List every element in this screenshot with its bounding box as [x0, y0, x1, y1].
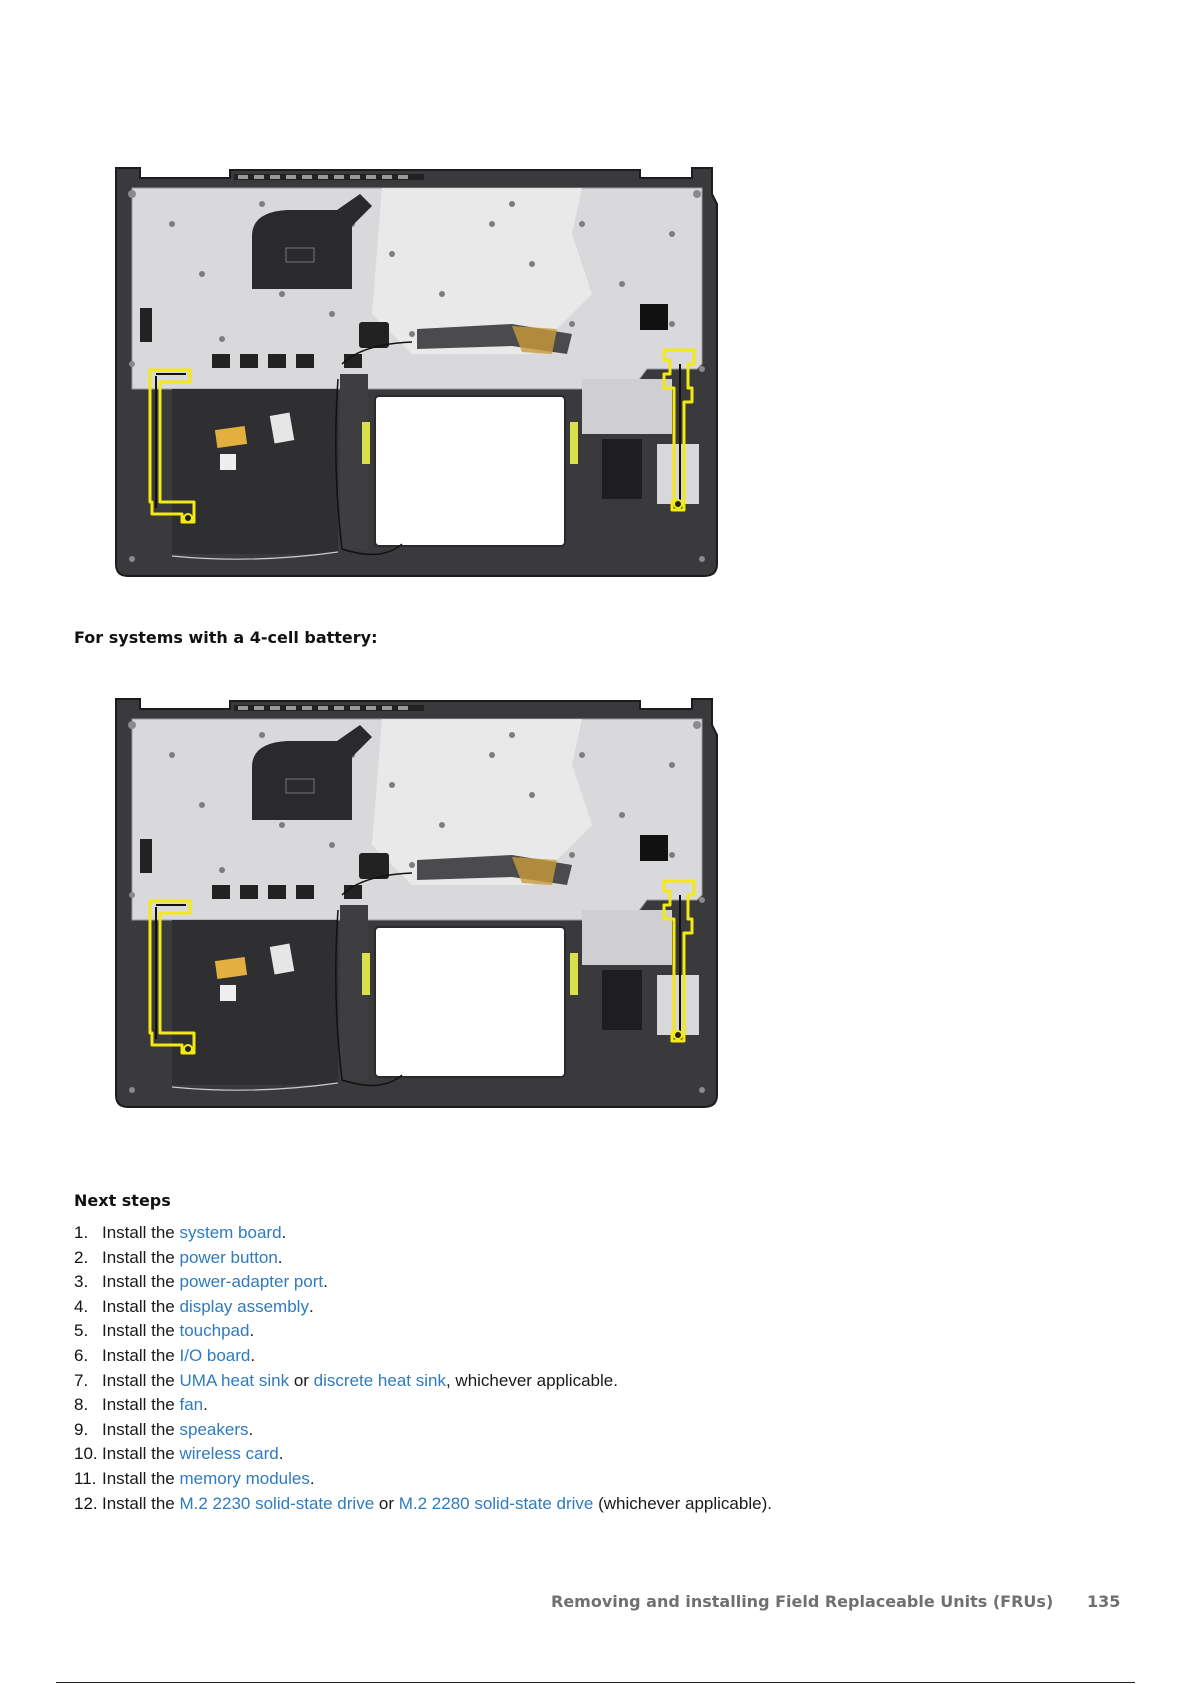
step-link[interactable]: display assembly	[179, 1296, 309, 1316]
step-text: Install the	[102, 1296, 180, 1316]
page-number: 135	[1087, 1592, 1121, 1611]
step-text: Install the	[102, 1223, 180, 1242]
step-link[interactable]: fan	[179, 1395, 204, 1415]
step-text: Install the	[102, 1247, 180, 1267]
step-text: (whichever applicable).	[593, 1493, 772, 1513]
step-link[interactable]: discrete heat sink	[313, 1370, 446, 1390]
step-number: 7.	[74, 1370, 89, 1390]
step-item	[74, 1467, 772, 1492]
step-item	[74, 1221, 772, 1246]
step-link[interactable]: memory modules	[179, 1468, 310, 1488]
step-text: .	[323, 1272, 328, 1292]
step-text: .	[278, 1444, 284, 1464]
step-link[interactable]: system board	[179, 1223, 282, 1242]
step-number: 9.	[74, 1419, 89, 1439]
step-text: or	[374, 1493, 399, 1513]
palmrest-assembly-illustration	[112, 695, 758, 1110]
next-steps-list	[74, 1221, 772, 1516]
figure-caption: For systems with a 4-cell battery:	[74, 628, 378, 647]
step-number: 8.	[74, 1395, 89, 1415]
next-steps-heading: Next steps	[74, 1191, 171, 1210]
step-link[interactable]: UMA heat sink	[179, 1370, 290, 1390]
figure-antenna-routing-4cell	[112, 695, 758, 1110]
step-item	[74, 1270, 772, 1295]
step-link[interactable]: speakers	[179, 1419, 249, 1439]
palmrest-assembly-illustration	[112, 164, 758, 579]
figure-antenna-routing-3cell	[112, 164, 758, 579]
step-text: Install the	[102, 1370, 180, 1390]
step-number: 4.	[74, 1296, 89, 1316]
step-number: 2.	[74, 1247, 89, 1267]
step-text: .	[308, 1296, 314, 1316]
step-number: 3.	[74, 1272, 89, 1292]
step-number: 1.	[74, 1223, 89, 1242]
step-link[interactable]: touchpad	[179, 1321, 250, 1341]
step-text: , whichever applicable.	[445, 1370, 618, 1390]
step-item	[74, 1492, 772, 1517]
step-link[interactable]: M.2 2230 solid-state drive	[179, 1493, 375, 1513]
step-text: .	[248, 1419, 254, 1439]
step-text: or	[289, 1370, 314, 1390]
step-text: .	[277, 1247, 283, 1267]
step-number: 6.	[74, 1345, 89, 1365]
step-item	[74, 1369, 772, 1394]
step-text: Install the	[102, 1468, 180, 1488]
step-text: .	[250, 1345, 256, 1365]
step-text: .	[309, 1468, 315, 1488]
step-number: 5.	[74, 1321, 89, 1341]
step-text: .	[203, 1395, 208, 1415]
step-text: Install the	[102, 1345, 180, 1365]
step-link[interactable]: M.2 2280 solid-state drive	[398, 1493, 594, 1513]
step-item	[74, 1344, 772, 1369]
step-item	[74, 1442, 772, 1467]
step-number: 12.	[74, 1493, 98, 1513]
step-text: Install the	[102, 1419, 180, 1439]
step-text: Install the	[102, 1321, 180, 1341]
step-link[interactable]: wireless card	[179, 1444, 279, 1464]
step-item	[74, 1393, 772, 1418]
step-text: .	[281, 1223, 287, 1242]
step-text: Install the	[102, 1272, 180, 1292]
step-item	[74, 1418, 772, 1443]
step-number: 11.	[74, 1468, 97, 1488]
step-text: Install the	[102, 1444, 180, 1464]
step-link[interactable]: power-adapter port	[179, 1272, 324, 1292]
footer-divider	[56, 1682, 1135, 1683]
footer-chapter-title: Removing and installing Field Replaceable Units (FRUs)	[551, 1592, 1054, 1611]
step-number: 10.	[74, 1444, 98, 1464]
step-text: Install the	[102, 1395, 180, 1415]
step-text: Install the	[102, 1493, 180, 1513]
step-text: .	[249, 1321, 255, 1341]
step-item	[74, 1319, 772, 1344]
step-item	[74, 1246, 772, 1271]
step-link[interactable]: I/O board	[179, 1345, 251, 1365]
step-item	[74, 1295, 772, 1320]
step-link[interactable]: power button	[179, 1247, 278, 1267]
